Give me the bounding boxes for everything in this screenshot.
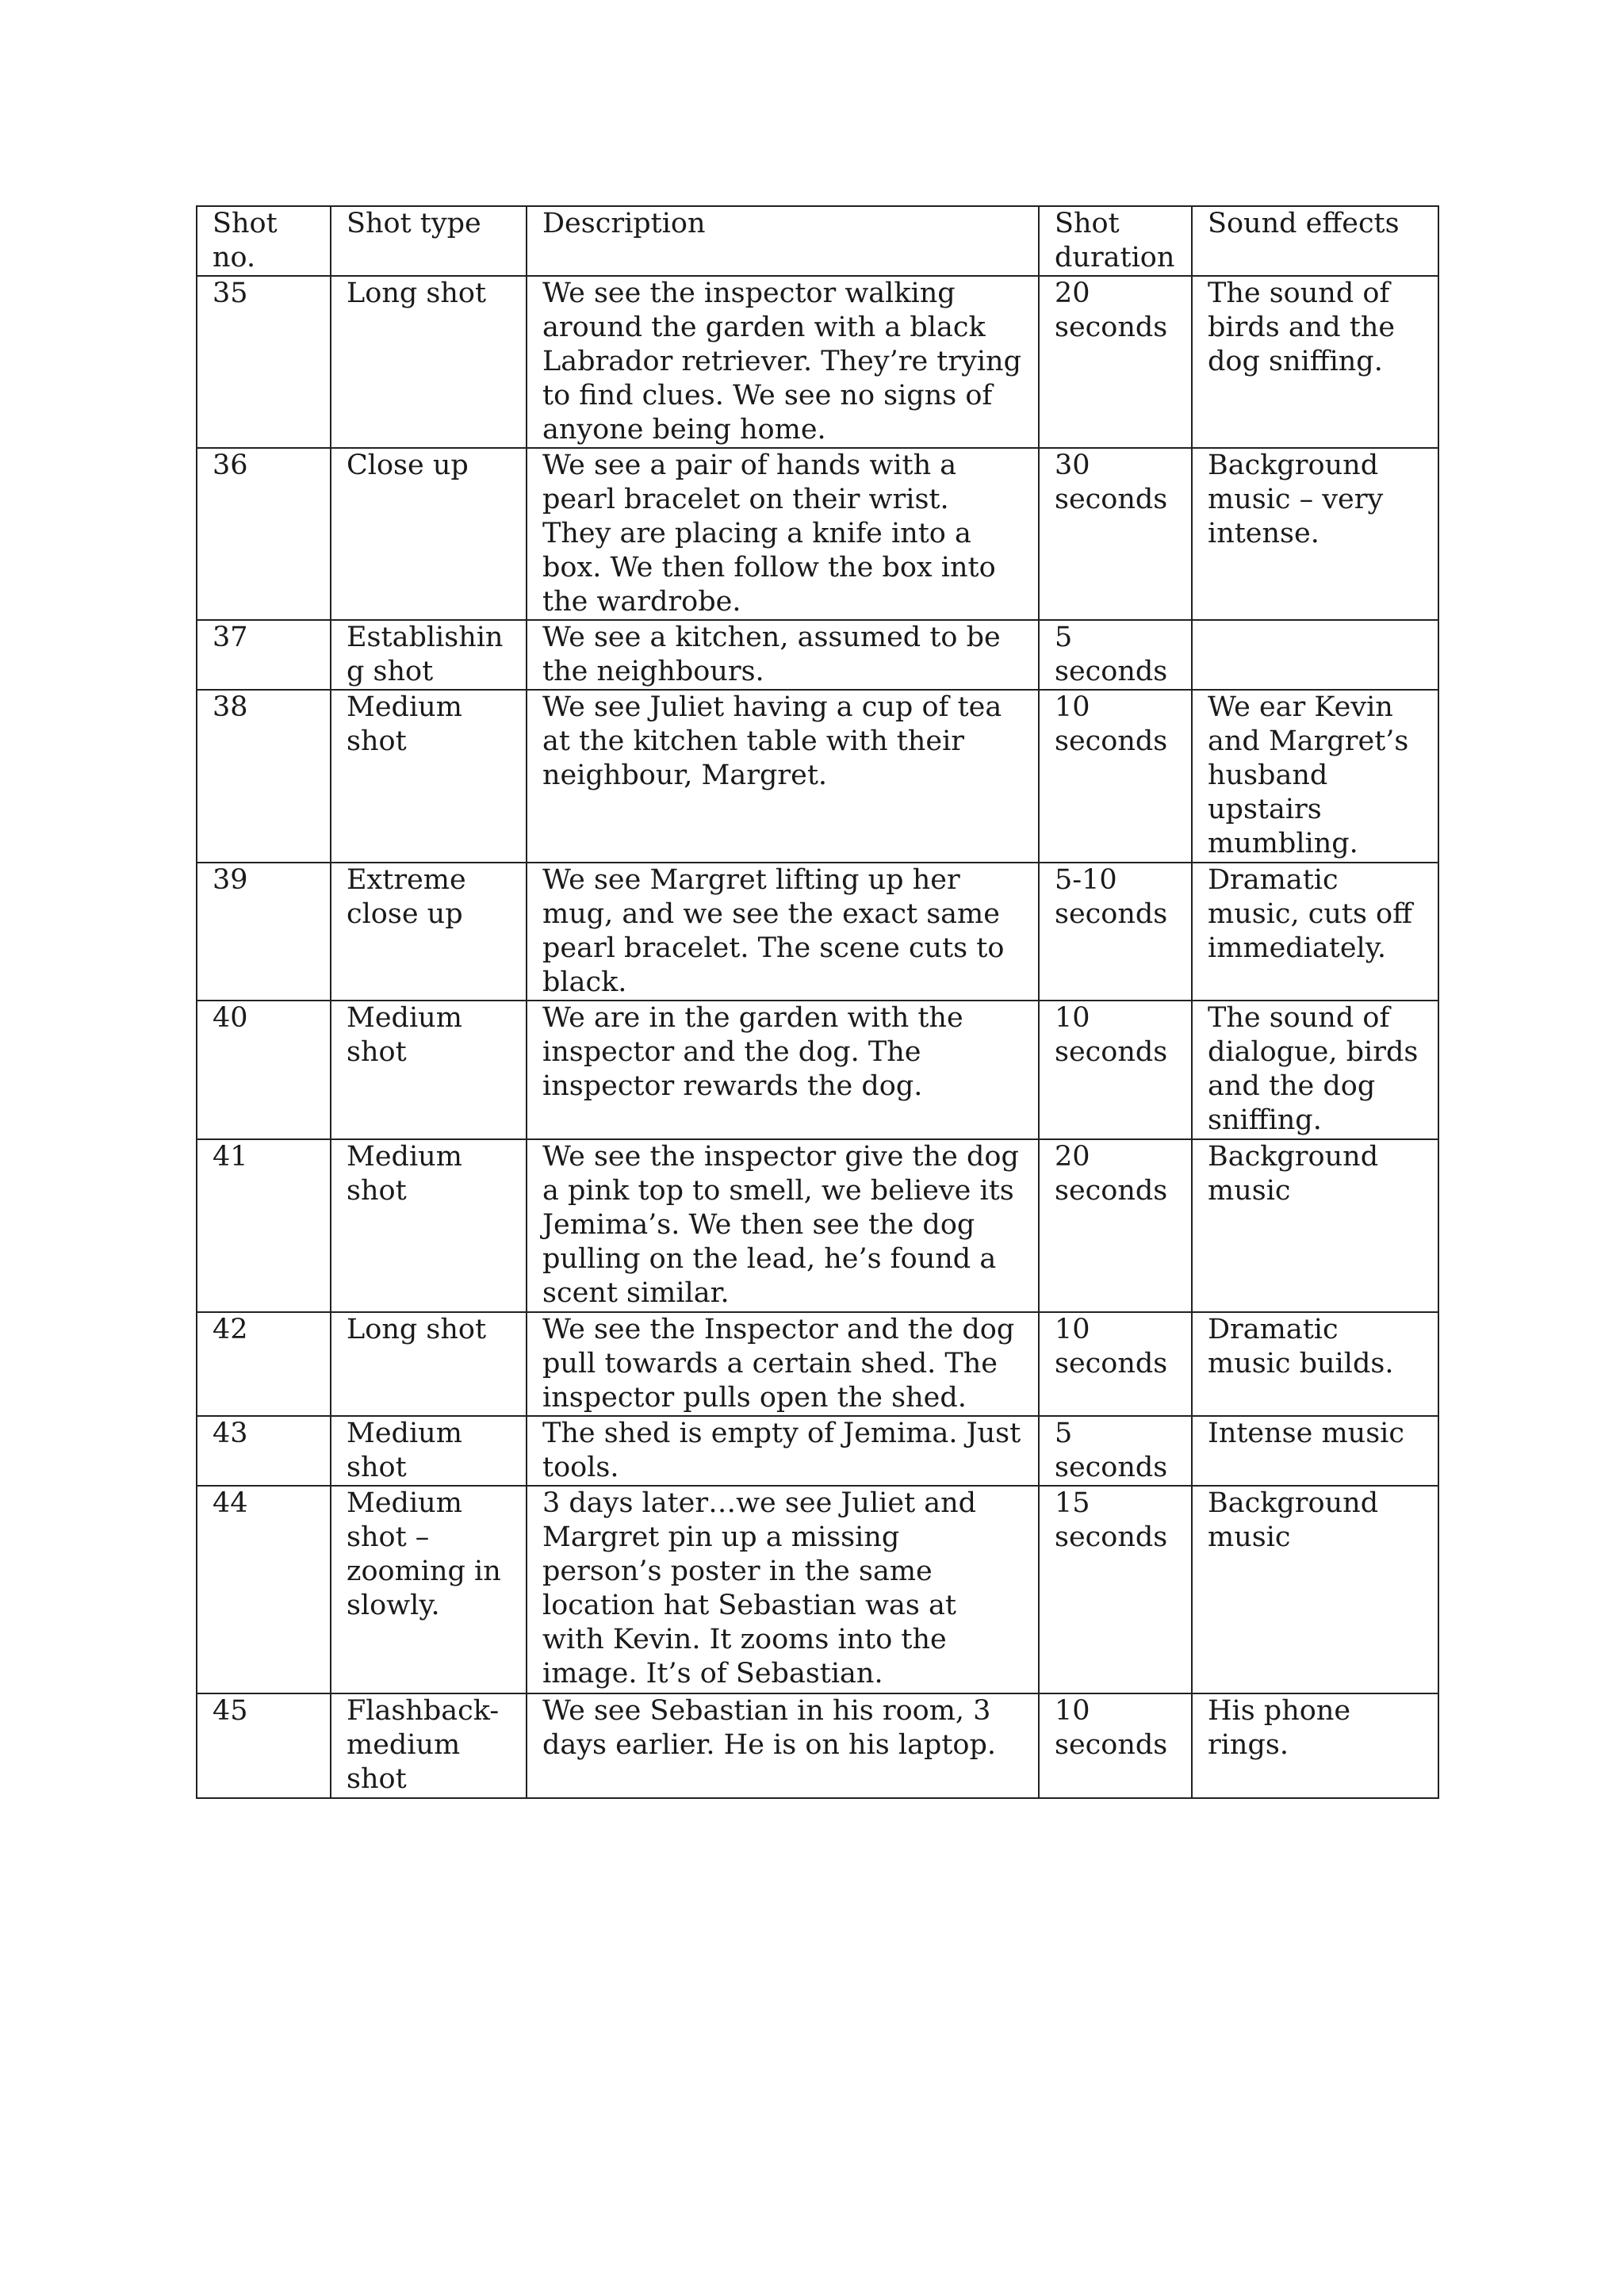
cell-shot-no: 36 <box>197 448 331 620</box>
cell-shot-duration: 5 seconds <box>1039 1416 1192 1486</box>
cell-sound-effects: The sound of birds and the dog sniffing. <box>1192 276 1438 448</box>
table-row <box>197 1693 1438 1798</box>
cell-shot-no: 41 <box>197 1139 331 1312</box>
cell-shot-type: Long shot <box>331 1312 527 1416</box>
cell-shot-type: Medium shot <box>331 690 527 863</box>
cell-shot-duration: 10 seconds <box>1039 1312 1192 1416</box>
cell-sound-effects: Dramatic music builds. <box>1192 1312 1438 1416</box>
cell-sound-effects: His phone rings. <box>1192 1693 1438 1798</box>
table-row <box>197 1139 1438 1312</box>
table-row <box>197 620 1438 690</box>
table-header-row <box>197 206 1438 276</box>
cell-shot-no: 43 <box>197 1416 331 1486</box>
table-row <box>197 1001 1438 1139</box>
cell-sound-effects: Dramatic music, cuts off immediately. <box>1192 863 1438 1001</box>
cell-description: We see the Inspector and the dog pull towards a certain shed. The inspector pulls open the shed. <box>527 1312 1039 1416</box>
table-row <box>197 1486 1438 1693</box>
header-shot-type: Shot type <box>331 206 527 276</box>
storyboard-table <box>196 205 1439 1799</box>
header-shot-no: Shot no. <box>197 206 331 276</box>
cell-shot-type: Medium shot <box>331 1139 527 1312</box>
cell-description: We see the inspector give the dog a pink top to smell, we believe its Jemima’s. We then see the dog pulling on the lead, he’s found a scent similar. <box>527 1139 1039 1312</box>
cell-shot-type: Medium shot – zooming in slowly. <box>331 1486 527 1693</box>
cell-description: We see a kitchen, assumed to be the neighbours. <box>527 620 1039 690</box>
cell-shot-duration: 5-10 seconds <box>1039 863 1192 1001</box>
cell-sound-effects: Background music <box>1192 1486 1438 1693</box>
cell-sound-effects: We ear Kevin and Margret’s husband upstairs mumbling. <box>1192 690 1438 863</box>
header-shot-duration: Shot duration <box>1039 206 1192 276</box>
table-row <box>197 690 1438 863</box>
cell-shot-type: Establishing shot <box>331 620 527 690</box>
table-row <box>197 276 1438 448</box>
cell-shot-duration: 10 seconds <box>1039 1693 1192 1798</box>
header-description: Description <box>527 206 1039 276</box>
cell-sound-effects: Background music – very intense. <box>1192 448 1438 620</box>
cell-shot-duration: 10 seconds <box>1039 690 1192 863</box>
cell-shot-no: 35 <box>197 276 331 448</box>
table-row <box>197 863 1438 1001</box>
cell-description: We see a pair of hands with a pearl bracelet on their wrist. They are placing a knife into a box. We then follow the box into the wardrobe. <box>527 448 1039 620</box>
cell-description: 3 days later…we see Juliet and Margret pin up a missing person’s poster in the same location hat Sebastian was at with Kevin. It zooms into the image. It’s of Sebastian. <box>527 1486 1039 1693</box>
cell-shot-type: Medium shot <box>331 1416 527 1486</box>
cell-description: We see Juliet having a cup of tea at the kitchen table with their neighbour, Margret. <box>527 690 1039 863</box>
cell-shot-type: Flashback- medium shot <box>331 1693 527 1798</box>
cell-description: The shed is empty of Jemima. Just tools. <box>527 1416 1039 1486</box>
cell-sound-effects: The sound of dialogue, birds and the dog sniffing. <box>1192 1001 1438 1139</box>
cell-shot-duration: 20 seconds <box>1039 276 1192 448</box>
cell-shot-no: 42 <box>197 1312 331 1416</box>
cell-description: We are in the garden with the inspector and the dog. The inspector rewards the dog. <box>527 1001 1039 1139</box>
cell-shot-no: 37 <box>197 620 331 690</box>
cell-shot-duration: 5 seconds <box>1039 620 1192 690</box>
cell-shot-type: Extreme close up <box>331 863 527 1001</box>
cell-shot-type: Close up <box>331 448 527 620</box>
table-row <box>197 1312 1438 1416</box>
cell-description: We see the inspector walking around the garden with a black Labrador retriever. They’re trying to find clues. We see no signs of anyone being home. <box>527 276 1039 448</box>
cell-shot-no: 45 <box>197 1693 331 1798</box>
table-row <box>197 1416 1438 1486</box>
cell-sound-effects: Intense music <box>1192 1416 1438 1486</box>
cell-shot-type: Long shot <box>331 276 527 448</box>
cell-description: We see Sebastian in his room, 3 days earlier. He is on his laptop. <box>527 1693 1039 1798</box>
table-row <box>197 448 1438 620</box>
cell-shot-duration: 15 seconds <box>1039 1486 1192 1693</box>
header-sound-effects: Sound effects <box>1192 206 1438 276</box>
cell-description: We see Margret lifting up her mug, and we see the exact same pearl bracelet. The scene cuts to black. <box>527 863 1039 1001</box>
cell-shot-no: 39 <box>197 863 331 1001</box>
cell-shot-duration: 30 seconds <box>1039 448 1192 620</box>
cell-shot-duration: 20 seconds <box>1039 1139 1192 1312</box>
cell-shot-no: 44 <box>197 1486 331 1693</box>
cell-sound-effects <box>1192 620 1438 690</box>
cell-shot-type: Medium shot <box>331 1001 527 1139</box>
cell-shot-no: 38 <box>197 690 331 863</box>
cell-shot-no: 40 <box>197 1001 331 1139</box>
cell-sound-effects: Background music <box>1192 1139 1438 1312</box>
cell-shot-duration: 10 seconds <box>1039 1001 1192 1139</box>
